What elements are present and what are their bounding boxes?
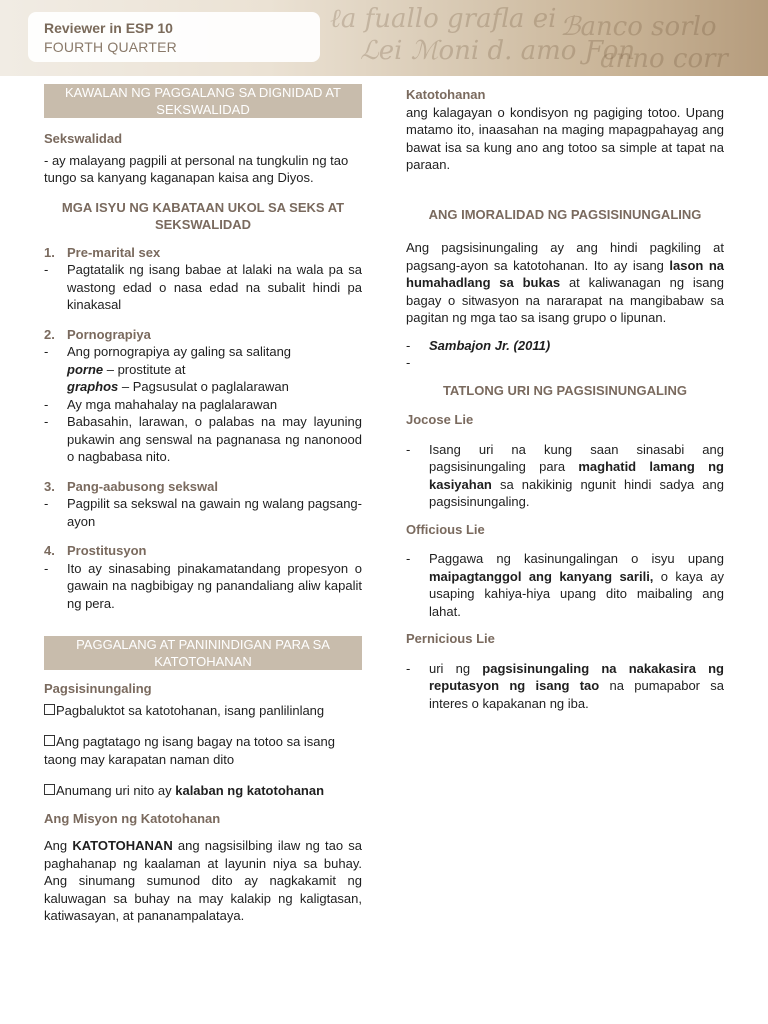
background-script-decoration: ℒei ℳoni d. amo Ƒon — [360, 36, 636, 66]
jocose-bold-text: maghatid lamang ng kasiyahan — [429, 459, 724, 492]
dash-marker: - — [406, 441, 411, 457]
officious-text: o kaya ay usaping kahiya-hiya upang dito maibaling ang lahat. — [429, 568, 724, 619]
bullet-item — [44, 343, 362, 361]
dash-marker: - — [406, 355, 411, 370]
katotohanan-heading: Katotohanan — [406, 87, 486, 102]
bullet-text: Pagpilit sa sekswal na gawain ng walang pagsang-ayon — [67, 496, 362, 529]
right-column — [406, 86, 724, 712]
checkbox-icon — [44, 704, 55, 715]
checklist-text: Anumang uri nito ay — [56, 783, 176, 798]
background-script-decoration: anno corr — [600, 44, 728, 74]
dash-marker: - — [44, 396, 49, 412]
misyon-text: Ang — [44, 838, 73, 853]
source-citation — [406, 337, 724, 355]
bullet-text: Ay mga mahahalay na paglalarawan — [67, 396, 278, 412]
dash-marker: - — [406, 337, 411, 353]
imoralidad-text: Ang pagsisinungaling ay ang hindi pagkiling at pagsang-ayon sa katotohanan. Ito ay isang — [406, 240, 724, 273]
bullet-text — [429, 441, 724, 511]
list-item — [44, 326, 362, 344]
document-title: Reviewer in ESP 10 — [44, 20, 173, 36]
dash-marker: - — [406, 551, 411, 566]
bullet-text: Pagtatalik ng isang babae at lalaki na wala pa sa wastong edad o nasa edad na subalit hindi pa kinakasal — [67, 262, 362, 312]
bullet-item — [44, 495, 362, 530]
bullet-item — [406, 660, 724, 713]
tatlong-uri-heading: TATLONG URI NG PAGSISINUNGALING — [442, 382, 688, 398]
officious-heading: Officious Lie — [406, 521, 485, 537]
bullet-text — [429, 660, 724, 713]
jocose-text: Isang uri na kung saan sinasabi ang pagsisinungaling para — [429, 441, 724, 474]
checklist-text: Ang pagtatago ng isang bagay na totoo sa isang taong may karapatan naman dito — [44, 734, 335, 767]
jocose-text: sa nakikinig ngunit hindi sadya ang pagsisinungaling. — [429, 476, 724, 509]
misyon-bold-text: KATOTOHANAN — [72, 838, 173, 853]
dash-marker: - — [44, 344, 49, 359]
bullet-text: Ang pornograpiya ay galing sa salitang — [67, 344, 292, 359]
item-number: 1. — [44, 244, 55, 260]
bullet-item — [406, 550, 724, 620]
misyon-paragraph — [44, 837, 362, 925]
item-title: Pornograpiya — [67, 326, 151, 342]
bullet-item — [406, 441, 724, 511]
checklist-item — [44, 702, 362, 720]
imoralidad-paragraph — [406, 239, 724, 327]
list-item — [44, 478, 362, 496]
background-script-decoration: ℓa fuallo grafla ei — [330, 4, 557, 34]
dash-marker: - — [44, 414, 49, 429]
bullet-text: Ito ay sinasabing pinakamatandang propesyon o gawain na nagbibigay ng panandaliang aliw kapalit ng pera. — [67, 560, 362, 611]
checkbox-icon — [44, 735, 55, 746]
jocose-heading: Jocose Lie — [406, 412, 474, 427]
checklist-bold-text: kalaban ng katotohanan — [175, 783, 325, 798]
bullet-text: Babasahin, larawan, o palabas na may layuning pukawin ang senswal na pagnanasa ng nanonood o nagbabasa nito. — [67, 414, 362, 464]
item-title: Pre-marital sex — [67, 244, 161, 260]
pernicious-bold-text: pagsisinungaling na nakakasira ng reputasyon ng isang tao — [429, 660, 724, 693]
bullet-text — [429, 550, 724, 620]
header-banner — [0, 0, 768, 76]
bullet-item — [44, 560, 362, 613]
bullet-item — [44, 413, 362, 466]
officious-text: Paggawa ng kasinungalingan o isyu upang — [429, 551, 724, 566]
misyon-heading: Ang Misyon ng Katotohanan — [44, 810, 221, 826]
section-bar-dignidad: KAWALAN NG PAGGALANG SA DIGNIDAD AT SEKSWALIDAD — [44, 84, 362, 118]
isyu-heading: MGA ISYU NG KABATAAN UKOL SA SEKS AT SEKSWALIDAD — [61, 199, 345, 232]
term-line — [44, 378, 362, 396]
dash-marker: - — [44, 262, 49, 277]
bullet-item — [44, 396, 362, 414]
sekswalidad-heading: Sekswalidad — [44, 131, 123, 146]
checklist-text: Pagbaluktot sa katotohanan, isang panlilinlang — [56, 702, 325, 718]
katotohanan-definition: ang kalagayan o kondisyon ng pagiging totoo. Upang matamo ito, inaasahan na maging mapagpahayag ang bawat isa sa kung ano ang totoo sa simple at tapat na paraan. — [406, 104, 724, 172]
source-text: Sambajon Jr. (2011) — [429, 337, 551, 353]
imoralidad-text: at kaliwanagan ng isang bagay o sitwasyon na nararapat na mangibabaw sa pagitan ng mga tao sa isang grupo o lipunan. — [406, 275, 724, 325]
dash-marker: - — [406, 660, 411, 676]
imoralidad-heading: ANG IMORALIDAD NG PAGSISINUNGALING — [428, 206, 702, 222]
item-number: 2. — [44, 326, 55, 342]
bullet-item — [44, 261, 362, 314]
dash-marker: - — [44, 496, 49, 511]
item-number: 4. — [44, 543, 55, 558]
checkbox-icon — [44, 784, 55, 795]
term-porne-def: – prostitute at — [103, 361, 186, 377]
misyon-text: ang nagsisilbing ilaw ng tao sa paghahanap ng kaalaman at layunin niya sa buhay. Ang sinumang sumunod dito ay nagkakamit ng kaluwagan sa buhay na may kalakip ng kaligtasan, katiwasayan, at pananampalataya. — [44, 838, 363, 923]
pernicious-text: na pumapabor sa interes o kapakanan ng iba. — [429, 678, 725, 711]
term-porne: porne — [67, 361, 104, 377]
item-title: Pang-aabusong sekswal — [67, 478, 218, 494]
checklist-item — [44, 782, 362, 800]
term-graphos: graphos — [67, 379, 119, 394]
section-bar-katotohanan: PAGGALANG AT PANININDIGAN PARA SA KATOTOHANAN — [44, 636, 362, 670]
empty-dash-line — [406, 354, 724, 372]
background-script-decoration: ℬanco sorlo — [560, 12, 717, 42]
pernicious-heading: Pernicious Lie — [406, 631, 495, 646]
sekswalidad-definition: - ay malayang pagpili at personal na tungkulin ng tao tungo sa kanyang kaganapan kaisa ang Diyos. — [44, 152, 349, 185]
document-subtitle: FOURTH QUARTER — [44, 39, 177, 55]
dash-marker: - — [44, 560, 49, 576]
list-item — [44, 244, 362, 262]
pagsisinungaling-heading: Pagsisinungaling — [44, 681, 152, 696]
imoralidad-bold-text: lason na humahadlang sa bukas — [406, 257, 724, 290]
term-graphos-def: – Pagsusulat o paglalarawan — [118, 379, 289, 394]
list-item — [44, 542, 362, 560]
left-column — [44, 84, 362, 925]
officious-bold-text: maipagtanggol ang kanyang sarili, — [429, 568, 654, 584]
checklist-item — [44, 733, 362, 768]
pernicious-text: uri ng — [429, 660, 483, 676]
item-title: Prostitusyon — [67, 543, 147, 558]
title-box — [28, 12, 320, 62]
item-number: 3. — [44, 478, 55, 494]
term-line — [44, 361, 362, 379]
